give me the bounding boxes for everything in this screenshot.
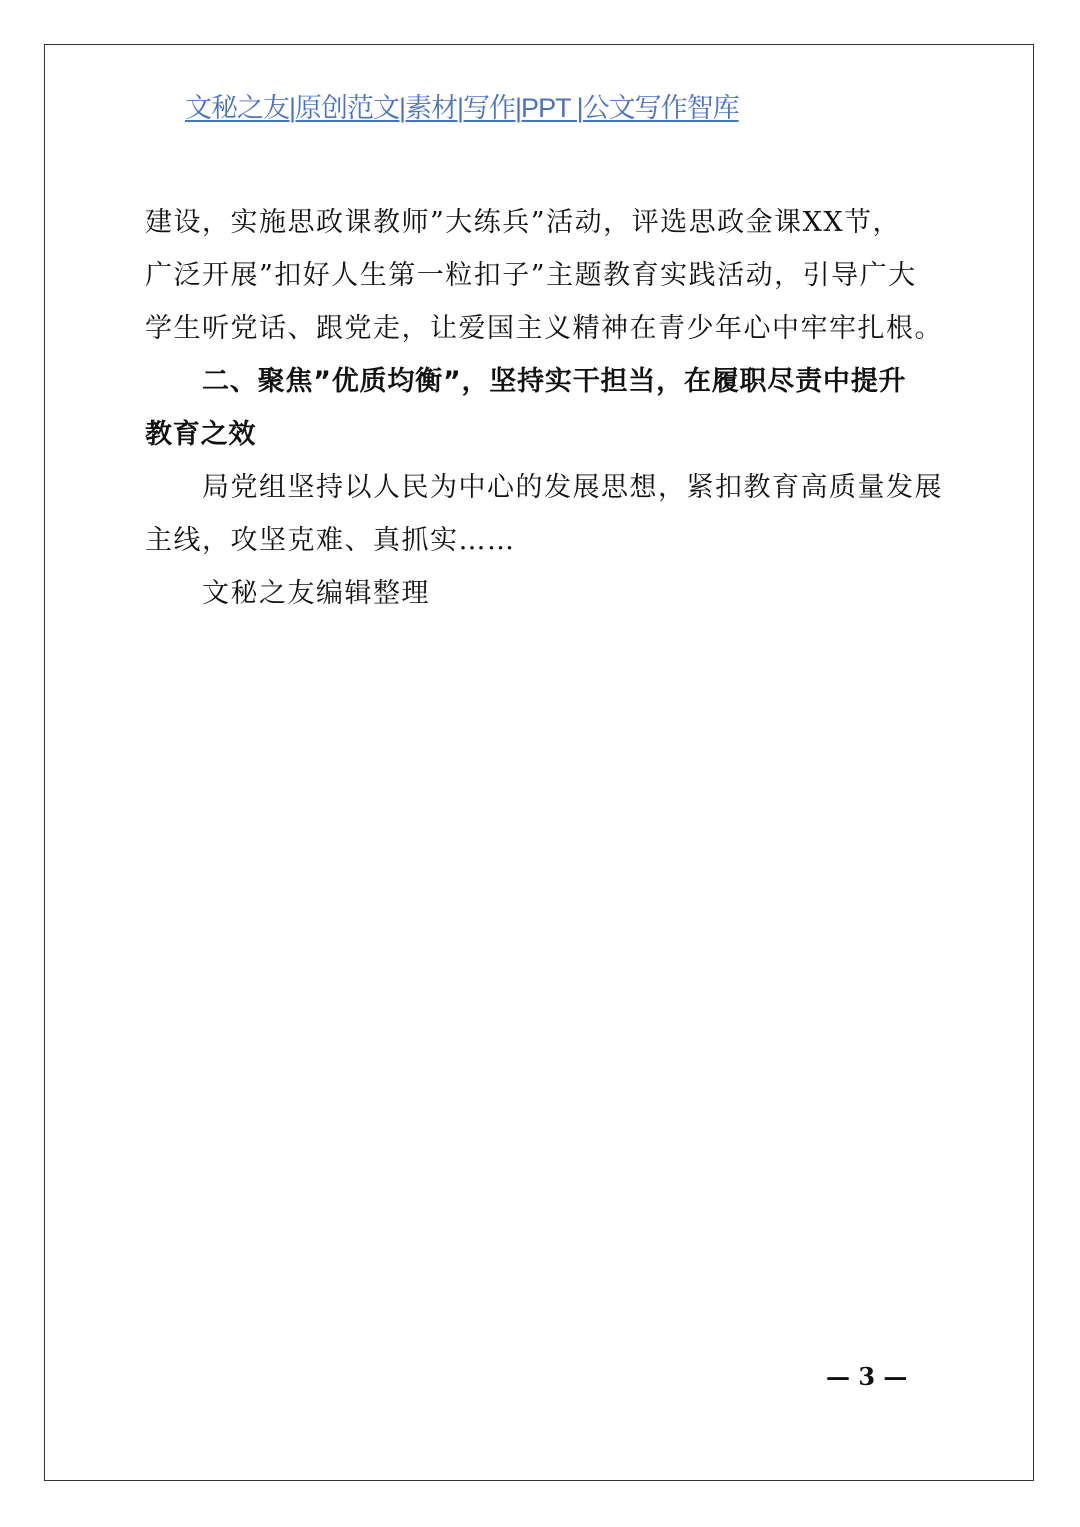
section-heading-line-2: 教育之效 — [145, 419, 257, 450]
body-line-3: 学生听党话、跟党走，让爱国主义精神在青少年心中牢牢扎根。 — [145, 313, 943, 344]
header-link[interactable]: 文秘之友|原创范文|素材|写作|PPT |公文写作智库 — [185, 93, 739, 123]
body-line-5: 主线，攻坚克难、真抓实…… — [145, 525, 516, 556]
body-line-4: 局党组坚持以人民为中心的发展思想，紧扣教育高质量发展 — [202, 472, 943, 503]
page-number: — 3 — — [826, 1362, 908, 1391]
editor-note: 文秘之友编辑整理 — [202, 578, 430, 609]
body-line-2: 广泛开展”扣好人生第一粒扣子”主题教育实践活动，引导广大 — [145, 260, 917, 291]
section-heading-line-1: 二、聚焦”优质均衡”，坚持实干担当，在履职尽责中提升 — [202, 366, 907, 397]
body-line-1: 建设，实施思政课教师”大练兵”活动，评选思政金课XX节， — [145, 207, 902, 238]
document-body — [145, 196, 945, 620]
